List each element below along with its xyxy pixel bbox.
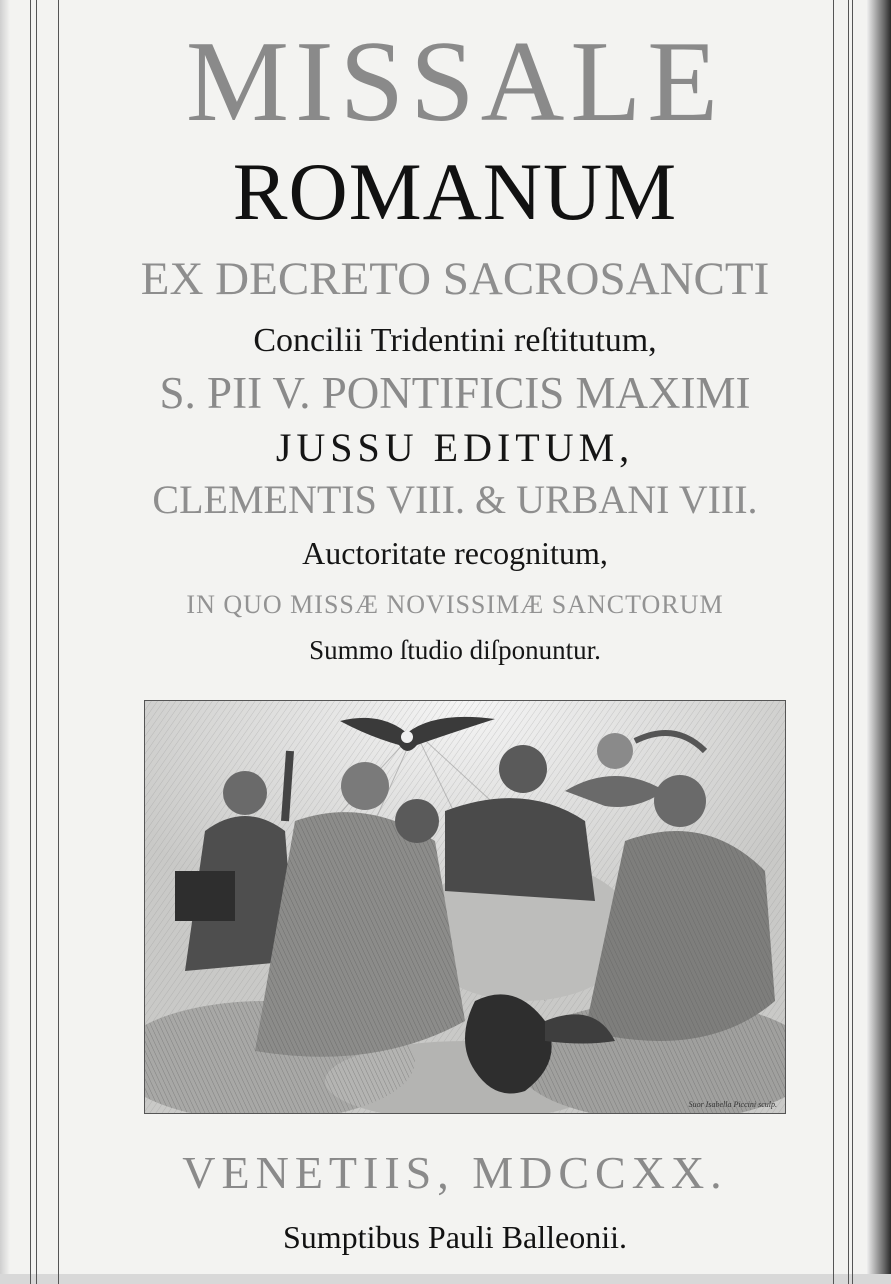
imprint-publisher: Sumptibus Pauli Balleonii.	[282, 1219, 627, 1255]
subtitle-summo: Summo ſtudio diſponuntur.	[309, 635, 601, 665]
subtitle-auctoritate: Auctoritate recognitum,	[302, 535, 608, 571]
page-right-edge	[867, 0, 891, 1284]
subtitle-ex-decreto: EX DECRETO SACROSANCTI	[140, 253, 770, 305]
subtitle-jussu: JUSSU EDITUM,	[275, 425, 635, 470]
subtitle-clementis: CLEMENTIS VIII. & URBANI VIII.	[152, 477, 758, 522]
title-romanum: ROMANUM	[232, 146, 678, 237]
engraving-four-evangelists	[144, 700, 786, 1114]
page-bottom-edge	[0, 1274, 891, 1284]
border-rule-right-edge	[852, 0, 853, 1284]
subtitle-pii-v: S. PII V. PONTIFICIS MAXIMI	[159, 368, 751, 418]
border-rule-left-inner	[36, 0, 37, 1284]
engraving-illustration	[145, 701, 785, 1113]
engraver-signature: Suor Isabella Piccini sculp.	[688, 1100, 777, 1109]
subtitle-in-quo: IN QUO MISSÆ NOVISSIMÆ SANCTORUM	[186, 590, 724, 619]
border-rule-left-third	[58, 0, 59, 1284]
title-missale: MISSALE	[185, 18, 725, 146]
border-rule-left-outer	[30, 0, 31, 1284]
page-left-edge	[0, 0, 10, 1284]
imprint-place-date: VENETIIS, MDCCXX.	[182, 1147, 728, 1198]
subtitle-concilii: Concilii Tridentini reſtitutum,	[253, 322, 657, 359]
lion	[395, 799, 439, 843]
